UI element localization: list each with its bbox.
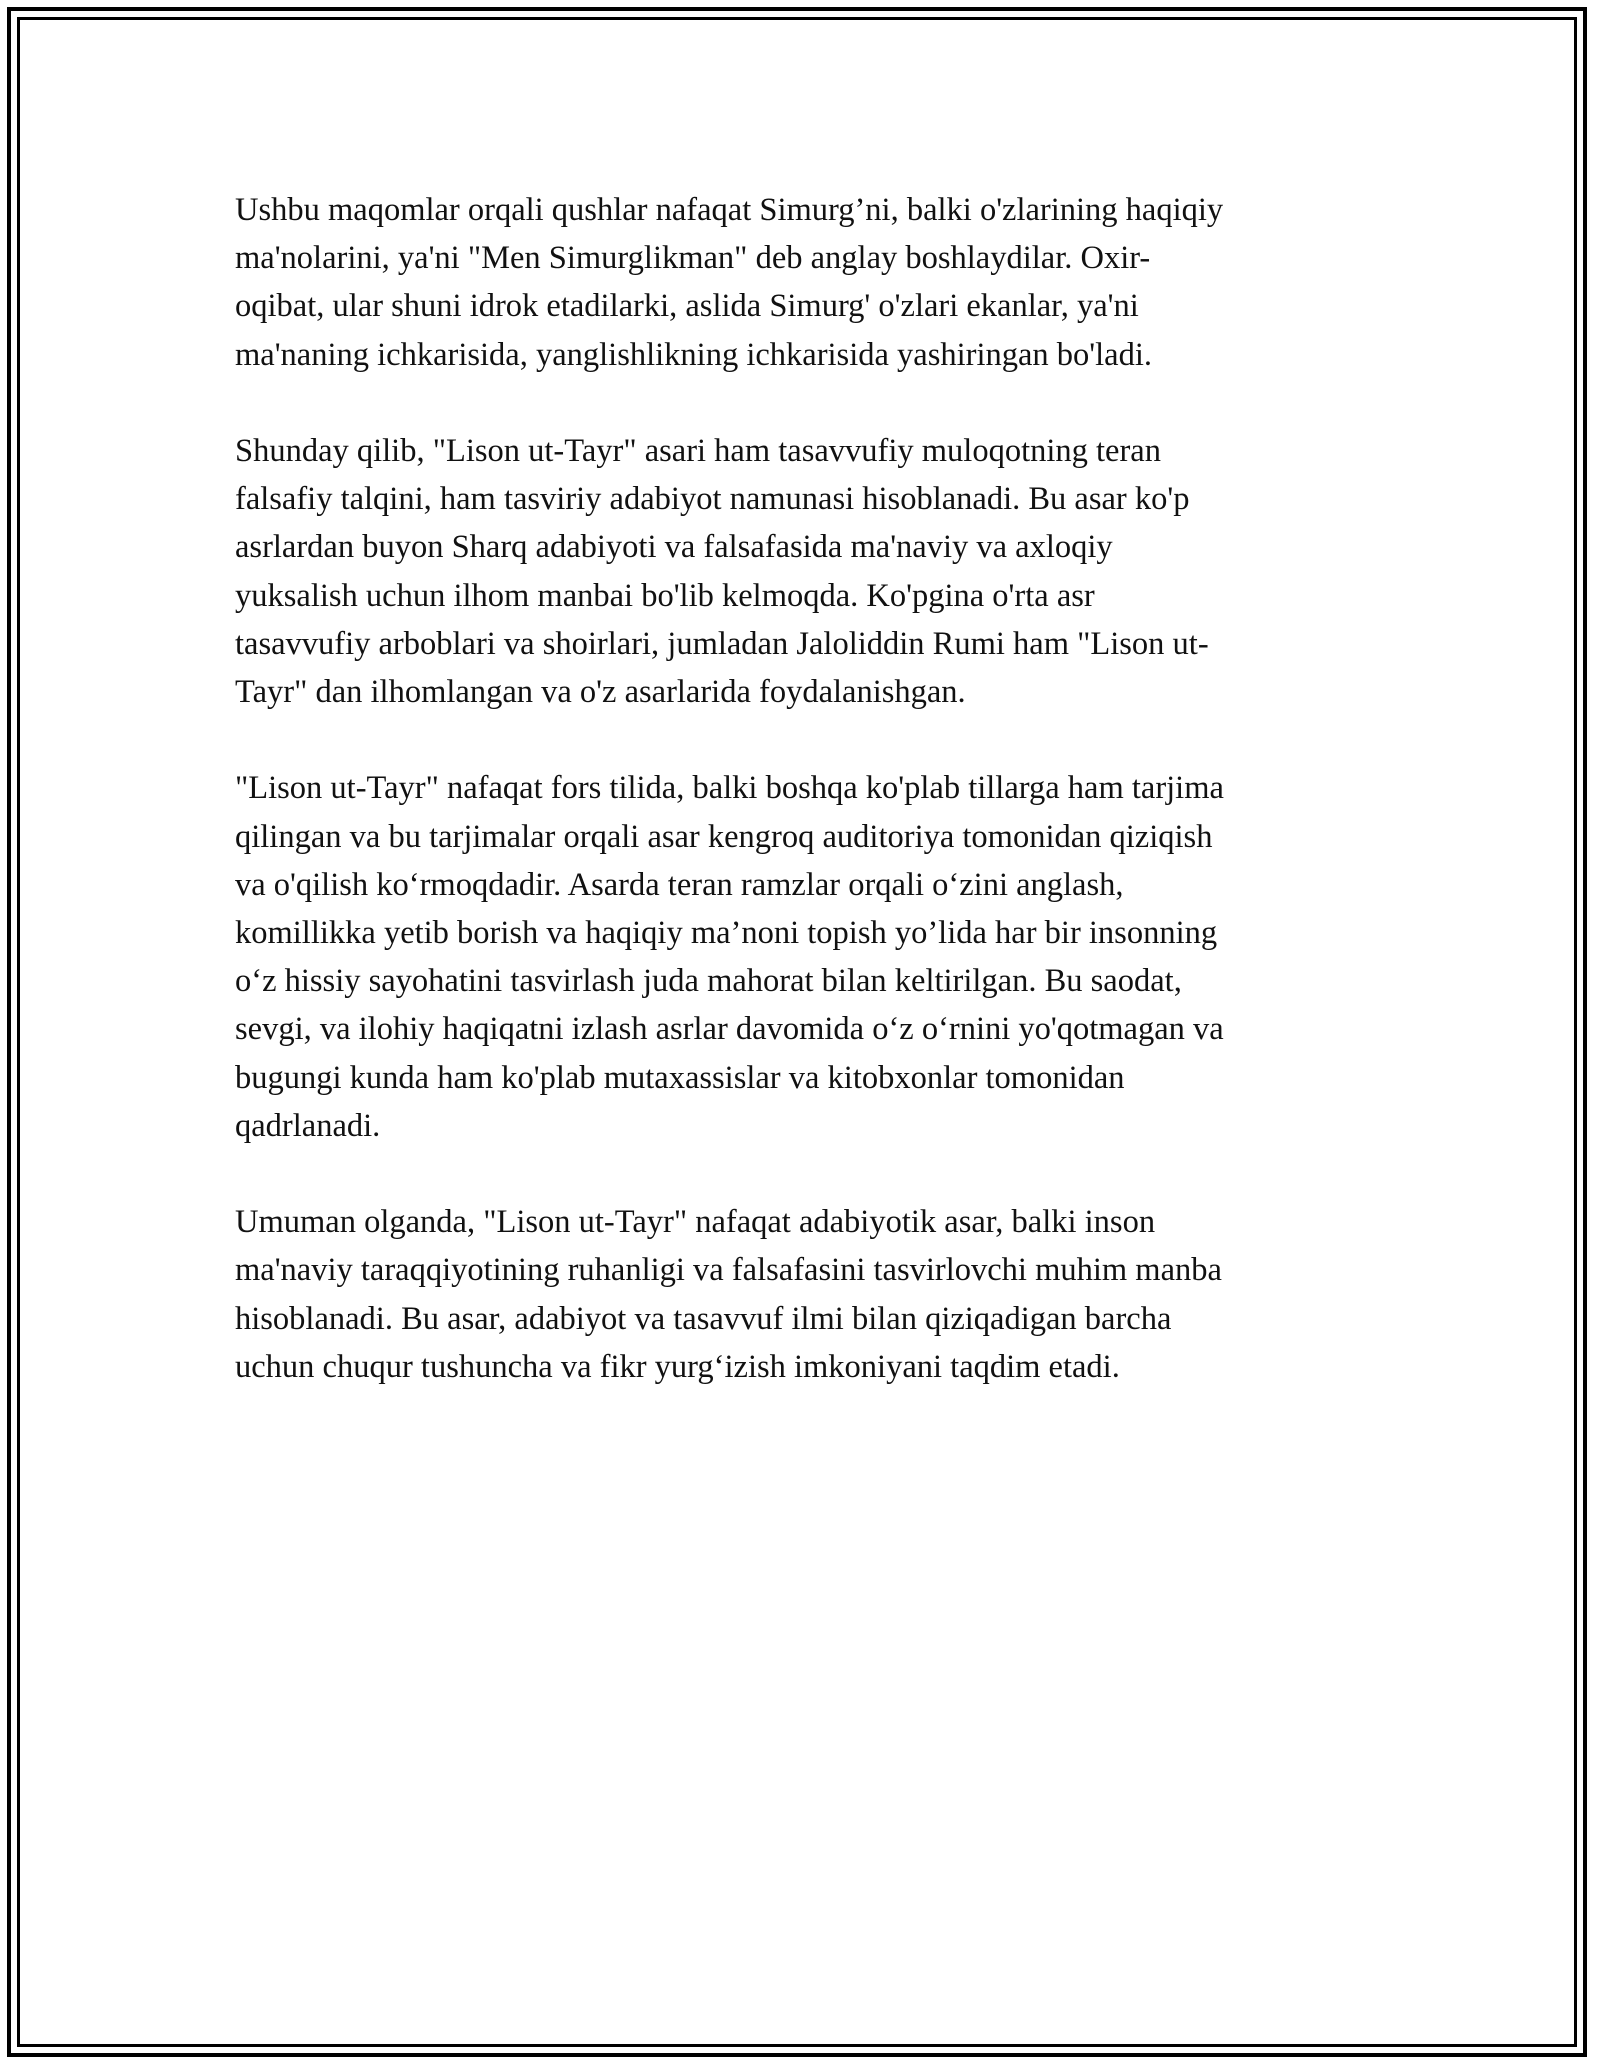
paragraph-2	[235, 427, 1365, 716]
text-line: o‘z hissiy sayohatini tasvirlash juda mahorat bilan keltirilgan. Bu saodat,	[235, 963, 1182, 1000]
text-line: ma'naviy taraqqiyotining ruhanligi va falsafasini tasvirlovchi muhim manba	[235, 1252, 1222, 1289]
text-line: ma'naning ichkarisida, yanglishlikning ichkarisida yashiringan bo'ladi.	[235, 336, 1152, 373]
text-line: qilingan va bu tarjimalar orqali asar kengroq auditoriya tomonidan qiziqish	[235, 818, 1213, 855]
text-line: qadrlanadi.	[235, 1107, 381, 1144]
text-line: ma'nolarini, ya'ni "Men Simurglikman" deb anglay boshlaydilar. Oxir-	[235, 240, 1151, 277]
paragraph-3	[235, 764, 1365, 1150]
text-line: falsafiy talqini, ham tasviriy adabiyot namunasi hisoblanadi. Bu asar ko'p	[235, 481, 1190, 518]
text-line: komillikka yetib borish va haqiqiy ma’noni topish yo’lida har bir insonning	[235, 915, 1218, 952]
text-line: va o'qilish ko‘rmoqdadir. Asarda teran ramzlar orqali o‘zini anglash,	[235, 866, 1124, 903]
text-line: asrlardan buyon Sharq adabiyoti va falsafasida ma'naviy va axloqiy	[235, 529, 1113, 566]
text-line: oqibat, ular shuni idrok etadilarki, aslida Simurg' o'zlari ekanlar, ya'ni	[235, 288, 1139, 325]
text-line: bugungi kunda ham ko'plab mutaxassislar va kitobxonlar tomonidan	[235, 1059, 1125, 1096]
text-line: tasavvufiy arboblari va shoirlari, jumladan Jaloliddin Rumi ham "Lison ut-	[235, 625, 1209, 662]
paragraph-1	[235, 186, 1365, 379]
text-line: Tayr" dan ilhomlangan va o'z asarlarida foydalanishgan.	[235, 674, 966, 711]
text-line: uchun chuqur tushuncha va fikr yurg‘izish imkoniyani taqdim etadi.	[235, 1348, 1120, 1385]
text-line: sevgi, va ilohiy haqiqatni izlash asrlar davomida o‘z o‘rnini yo'qotmagan va	[235, 1011, 1224, 1048]
paragraph-4	[235, 1198, 1365, 1391]
text-line: yuksalish uchun ilhom manbai bo'lib kelmoqda. Ko'pgina o'rta asr	[235, 577, 1095, 614]
document-body	[235, 186, 1365, 1439]
text-line: Shunday qilib, "Lison ut-Tayr" asari ham tasavvufiy muloqotning teran	[235, 433, 1161, 469]
text-line: hisoblanadi. Bu asar, adabiyot va tasavvuf ilmi bilan qiziqadigan barcha	[235, 1300, 1172, 1337]
text-line: Umuman olganda, "Lison ut-Tayr" nafaqat adabiyotik asar, balki inson	[235, 1204, 1156, 1241]
text-line: Ushbu maqomlar orqali qushlar nafaqat Simurg’ni, balki o'zlarining haqiqiy	[235, 192, 1224, 228]
text-line: "Lison ut-Tayr" nafaqat fors tilida, balki boshqa ko'plab tillarga ham tarjima	[235, 770, 1224, 807]
